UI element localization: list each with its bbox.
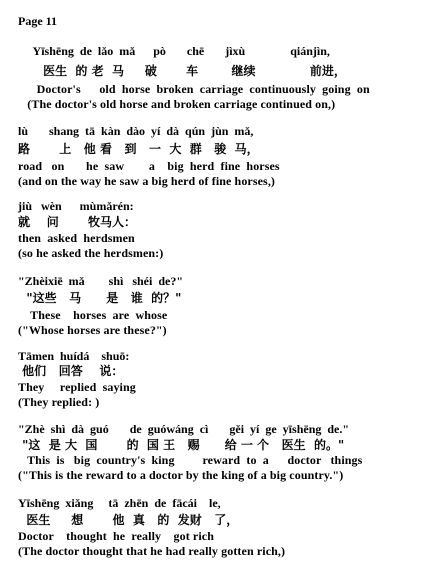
gloss-line: These horses are whose [18,308,168,322]
pinyin-line: lù shang tā kàn dào yí dà qún jùn mǎ, [18,124,254,138]
pinyin-line: Yīshēng xiǎng tā zhēn de fācái le, [18,496,221,510]
hanzi-line: "这 是 大 国 的 国 王 赐 给 一 个 医生 的。" [18,438,345,452]
pinyin-line: "Zhèixiē mǎ shì shéi de?" [18,274,183,288]
translation-line: (so he asked the herdsmen:) [18,246,164,260]
translation-line: (They replied: ) [18,395,100,409]
gloss-line: Doctor thought he really got rich [18,529,214,543]
translation-line: ("This is the reward to a doctor by the king of a big country.") [18,468,344,482]
hanzi-line: "这些 马 是 谁 的？" [18,291,182,305]
hanzi-line: 医生 的 老 马 破 车 继续 前进， [18,64,346,78]
page-number: Page 11 [18,14,57,28]
translation-line: (The doctor thought that he had really gotten rich,) [18,544,286,558]
hanzi-line: 就 问 牧马人： [18,215,136,229]
gloss-line: This is big country's king reward to a doctor things [18,453,363,467]
translation-line: (The doctor's old horse and broken carriage continued on,) [18,97,336,111]
hanzi-line: 路 上 他 看 到 一 大 群 骏 马， [18,142,259,156]
translation-line: (and on the way he saw a big herd of fine horses,) [18,174,276,188]
pinyin-line: "Zhè shì dà guó de guówáng cì gěi yí ge yīshēng de." [18,422,350,436]
pinyin-line: Yīshēng de lǎo mǎ pò chē jìxù qiánjìn, [18,44,330,58]
gloss-line: road on he saw a big herd fine horses [18,159,280,173]
hanzi-line: 医生 想 他 真 的 发财 了， [18,513,239,527]
pinyin-line: Tāmen huídá shuō: [18,349,130,363]
translation-line: ("Whose horses are these?") [18,323,167,337]
gloss-line: Doctor's old horse broken carriage continuously going on [18,82,370,96]
gloss-line: then asked herdsmen [18,231,135,245]
gloss-line: They replied saying [18,380,136,394]
hanzi-line: 他们 回答 说： [18,364,124,378]
pinyin-line: jiù wèn mùmǎrén: [18,199,134,213]
